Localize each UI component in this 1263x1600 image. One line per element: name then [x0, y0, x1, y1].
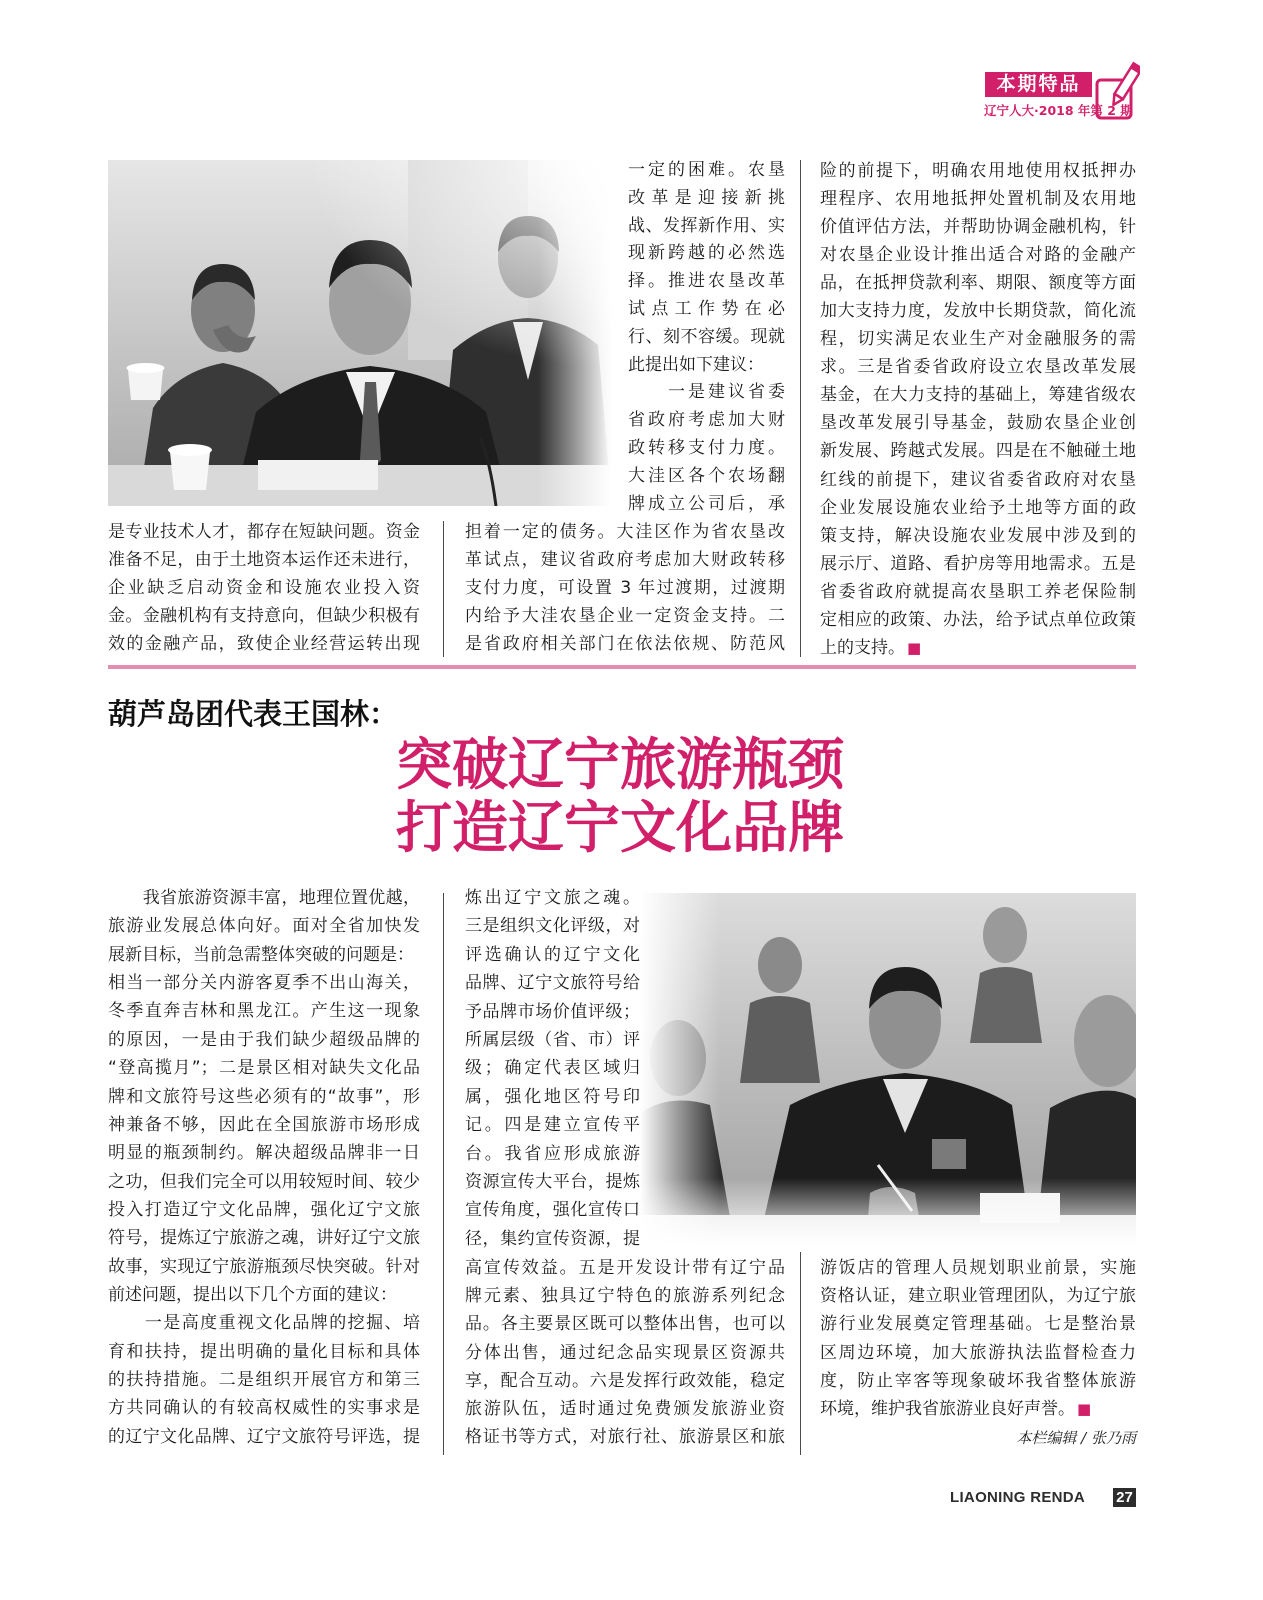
text-line: 试点工作势在必	[628, 298, 785, 319]
text-line: 一定的困难。农垦	[628, 160, 785, 180]
text-line: 冬季直奔吉林和黑龙江。产生这一现象	[108, 1001, 420, 1022]
text-line: 牌和文旅符号这些必须有的“故事”，形	[108, 1086, 420, 1107]
text-line: 神兼备不够，因此在全国旅游市场形成	[108, 1114, 420, 1135]
text-line: 改革是迎接新挑	[628, 187, 785, 208]
text-line: 理程序、农用地抵押处置机制及农用地	[820, 189, 1136, 210]
text-line: 三是组织文化评级，对	[465, 916, 640, 937]
pencil-shape	[1109, 63, 1140, 107]
text-line: 此提出如下建议：	[628, 354, 764, 375]
text-line: 价值评估方法，并帮助协调金融机构，针	[820, 217, 1136, 238]
text-line: 相当一部分关内游客夏季不出山海关，	[108, 973, 420, 994]
editor-credit: 本栏编辑 / 张乃雨	[1016, 1429, 1136, 1447]
photo-top-image	[108, 160, 612, 506]
text-line: 金。金融机构有支持意向，但缺少积极有	[108, 606, 420, 626]
text-line: 红线的前提下，建议省委省政府对农垦	[820, 469, 1136, 490]
pencil-icon	[1094, 60, 1140, 122]
text-line: 度，防止宰客等现象破坏我省整体旅游	[820, 1370, 1136, 1391]
column-beside-photo	[628, 157, 785, 518]
text-line: 品。各主要景区既可以整体出售，也可以	[465, 1314, 785, 1335]
text-line: 是省政府相关部门在依法依规、防范风	[465, 634, 785, 654]
text-line: 择。推进农垦改革	[628, 271, 785, 292]
text-line: 之功，但我们完全可以用较短时间、较少	[108, 1171, 420, 1192]
text-line: 台。我省应形成旅游	[465, 1143, 640, 1164]
column-middle-under-photo	[465, 518, 785, 658]
text-line: 格证书等方式，对旅行社、旅游景区和旅	[465, 1427, 785, 1448]
byline-heading: 葫芦岛团代表王国林：	[108, 697, 399, 731]
text-line: 企业发展设施农业给予土地等方面的政	[820, 497, 1136, 518]
issue-line: 辽宁人大·2018 年第 2 期	[984, 103, 1133, 118]
text-line: 企业缺乏启动资金和设施农业投入资	[108, 578, 420, 598]
person-background-2-body	[970, 967, 1042, 1043]
column-right-top	[820, 157, 1136, 662]
text-line: 旅游队伍，适时通过免费颁发旅游业资	[465, 1398, 785, 1419]
text-line: 投入打造辽宁文化品牌，强化辽宁文旅	[108, 1199, 420, 1220]
text-line: 予品牌市场价值评级；	[465, 1001, 640, 1022]
text-line: 政转移支付力度。	[628, 437, 785, 458]
photo-fade-corner	[108, 160, 612, 506]
page-number: 27	[1113, 1488, 1136, 1507]
photo-delegate-meeting-bottom	[640, 893, 1136, 1245]
text-line: 享，配合互动。六是发挥行政效能，稳定	[465, 1370, 785, 1391]
text-line: 支付力度，可设置 3 年过渡期，过渡期	[465, 578, 785, 598]
text-line: 所属层级（省、市）评	[465, 1029, 640, 1050]
text-line: 旅游业发展总体向好。面对全省加快发	[108, 916, 420, 937]
person-background-1-head	[758, 937, 802, 993]
footer-magazine-name: LIAONING RENDA	[950, 1489, 1086, 1506]
text-line: 效的金融产品，致使企业经营运转出现	[108, 634, 420, 654]
text-line: 游饭店的管理人员规划职业前景，实施	[820, 1258, 1136, 1278]
text-line: 担着一定的债务。大洼区作为省农垦改	[465, 522, 785, 542]
text-line: 高宣传效益。五是开发设计带有辽宁品	[465, 1258, 785, 1278]
column-divider	[443, 521, 444, 657]
column-right-bottom	[820, 1254, 1136, 1423]
text-line: 省委省政府就提高农垦职工养老保险制	[820, 581, 1136, 602]
column-left-under-photo	[108, 518, 420, 658]
column-middle-wide	[465, 1254, 785, 1451]
text-line: 品牌、辽宁文旅符号给	[465, 973, 640, 994]
text-line: 前述问题，提出以下几个方面的建议：	[108, 1285, 397, 1306]
text-line: 展示厅、道路、看护房等用地需求。五是	[820, 553, 1136, 574]
text-line: 险的前提下，明确农用地使用权抵押办	[820, 161, 1136, 181]
text-line: 展新目标，当前急需整体突破的问题是：	[108, 944, 414, 965]
article-title-line-2: 打造辽宁文化品牌	[396, 796, 844, 861]
text-line: 大洼区各个农场翻	[628, 465, 785, 486]
column-divider	[800, 160, 801, 657]
text-line: 级；确定代表区域归	[465, 1058, 640, 1079]
text-line: “登高揽月”；二是景区相对缺失文化品	[108, 1058, 420, 1079]
person-background-2-head	[983, 907, 1027, 963]
text-line: 方共同确认的有较高权威性的实事求是	[108, 1398, 420, 1419]
column-left	[108, 884, 420, 1451]
text-line: 对农垦企业设计推出适合对路的金融产	[820, 245, 1136, 266]
text-line: 是专业技术人才，都存在短缺问题。资金	[108, 522, 420, 542]
text-line: 的扶持措施。二是组织开展官方和第三	[108, 1370, 420, 1391]
text-line: 定相应的政策、办法，给予试点单位政策	[820, 609, 1136, 630]
text-line: 基金，在大力支持的基础上，筹建省级农	[820, 385, 1136, 406]
text-line: 符号，提炼辽宁旅游之魂，讲好辽宁文旅	[108, 1228, 420, 1249]
end-mark-icon: ■	[1077, 1399, 1092, 1418]
text-line: 垦改革发展引导基金，鼓励农垦企业创	[820, 413, 1136, 434]
text-line: 宣传角度，强化宣传口	[465, 1200, 640, 1221]
text-line: 的辽宁文化品牌、辽宁文旅符号评选，提	[108, 1426, 420, 1447]
text-line: 记。四是建立宣传平	[465, 1115, 640, 1136]
text-line: 炼出辽宁文旅之魂。	[465, 888, 640, 908]
text-line: 牌元素、独具辽宁特色的旅游系列纪念	[465, 1286, 785, 1307]
column-divider	[800, 1252, 801, 1455]
section-divider-rule	[108, 665, 1136, 669]
text-line: 环境，维护我省旅游业良好声誉。 ■	[820, 1398, 1092, 1419]
column-divider	[443, 893, 444, 1455]
text-line: 资格认证，建立职业管理团队，为辽宁旅	[820, 1286, 1136, 1307]
text-line: 径，集约宣传资源，提	[465, 1228, 640, 1249]
text-line: 内给予大洼农垦企业一定资金支持。二	[465, 606, 785, 626]
person-background-1-body	[740, 996, 820, 1083]
text-line: 战、发挥新作用、实	[628, 215, 785, 236]
text-line: 游行业发展奠定管理基础。七是整治景	[820, 1314, 1136, 1335]
text-line: 育和扶持，提出明确的量化目标和具体	[108, 1341, 420, 1362]
text-line: 牌成立公司后，承	[628, 493, 785, 514]
text-line: 区周边环境，加大旅游执法监督检查力	[820, 1342, 1136, 1363]
text-line: 我省旅游资源丰富，地理位置优越，	[108, 888, 420, 908]
text-line: 新发展、跨越式发展。四是在不触碰土地	[820, 441, 1136, 462]
text-line: 评选确认的辽宁文化	[465, 944, 640, 965]
text-line: 上的支持。 ■	[820, 637, 922, 658]
text-line: 程，切实满足农业生产对金融服务的需	[820, 329, 1136, 350]
delegate-badge	[932, 1139, 966, 1169]
text-line: 策支持，解决设施农业发展中涉及到的	[820, 525, 1136, 546]
text-line: 现新跨越的必然选	[628, 243, 785, 264]
text-line: 属，强化地区符号印	[465, 1086, 640, 1107]
text-line: 故事，实现辽宁旅游瓶颈尽快突破。针对	[108, 1256, 420, 1277]
photo-delegate-meeting-top	[108, 160, 612, 506]
photo-bottom-image	[640, 893, 1136, 1245]
text-line: 一是高度重视文化品牌的挖掘、培	[108, 1313, 420, 1334]
text-line: 行、刻不容缓。现就	[628, 326, 785, 347]
text-line: 明显的瓶颈制约。解决超级品牌非一日	[108, 1143, 420, 1164]
text-line: 求。三是省委省政府设立农垦改革发展	[820, 357, 1136, 378]
text-line: 准备不足，由于土地资本运作还未进行，	[108, 550, 420, 570]
text-line: 一是建议省委	[628, 382, 785, 403]
article-title-line-1: 突破辽宁旅游瓶颈	[396, 733, 844, 798]
section-label: 本期特品	[985, 72, 1092, 97]
column-middle-narrow	[465, 884, 640, 1253]
photo-fade-bottom	[640, 1178, 1136, 1245]
text-line: 省政府考虑加大财	[628, 410, 785, 431]
text-line: 加大支持力度，发放中长期贷款，简化流	[820, 301, 1136, 322]
end-mark-icon: ■	[907, 638, 922, 657]
text-line: 分体出售，通过纪念品实现景区资源共	[465, 1342, 785, 1363]
text-line: 资源宣传大平台，提炼	[465, 1171, 640, 1192]
text-line: 品，在抵押贷款利率、期限、额度等方面	[820, 273, 1136, 294]
text-line: 的原因，一是由于我们缺少超级品牌的	[108, 1029, 420, 1050]
text-line: 革试点，建议省政府考虑加大财政转移	[465, 550, 785, 570]
